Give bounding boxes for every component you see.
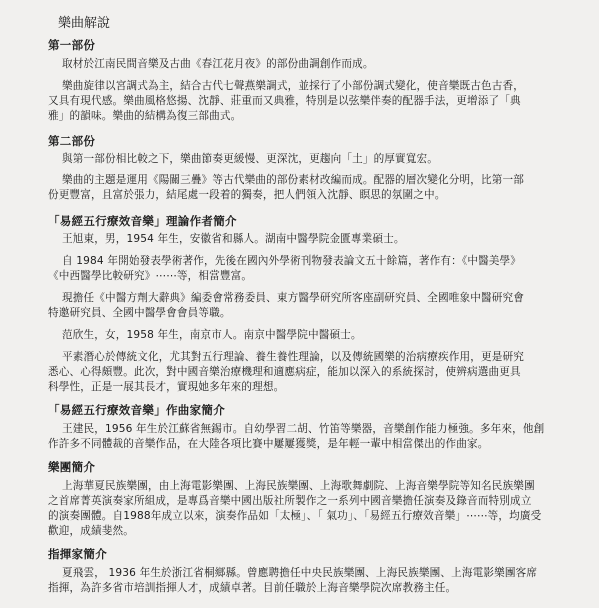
page-title: 樂曲解說 bbox=[58, 16, 111, 31]
text-line: 特邀研究員、全國中醫學會會員等職。 bbox=[48, 307, 231, 319]
section-heading-theory-authors: 「易經五行療效音樂」理論作者簡介 bbox=[48, 214, 237, 228]
text-line: 取材於江南民間音樂及古曲《春江花月夜》的部份曲調創作而成。 bbox=[62, 58, 374, 70]
section-heading-conductor: 指揮家簡介 bbox=[48, 547, 107, 561]
text-line: 又具有現代感。樂曲風格悠揚、沈靜、莊重而又典雅，特別是以弦樂伴奏的配器手法，更增添了「典 bbox=[48, 95, 521, 107]
text-line: 現擔任《中醫方劑大辭典》編委會常務委員、東方醫學研究所客座副研究員、全國唯象中醫研究會 bbox=[62, 292, 524, 304]
text-line: 上海華夏民族樂團，由上海電影樂團、上海民族樂團、上海歌舞劇院、上海音樂學院等知名民族樂團 bbox=[62, 480, 535, 492]
paragraph bbox=[48, 152, 563, 167]
text-line: 歡迎，成績斐然。 bbox=[48, 525, 134, 537]
paragraph bbox=[48, 57, 563, 72]
text-line: 王旭東，男，1954 年生，安徽省和縣人。湖南中醫學院金匱專業碩士。 bbox=[62, 233, 405, 245]
paragraph bbox=[48, 350, 563, 395]
text-line: 的演奏團體。自1988年成立以來，演奏作品如「太極」、「 氣功」、「易經五行療效音樂」⋯⋯等，均廣受 bbox=[48, 510, 542, 522]
text-line: 平素潛心於傳統文化，尤其對五行理論、養生養性理論，以及傳統國樂的治病療疾作用，更是研究 bbox=[62, 351, 524, 363]
section-heading-part-2: 第二部份 bbox=[48, 134, 96, 148]
text-line: 之首席菁英演奏家所組成，是專爲音樂中國出版社所製作之一系列中國音樂擔任演奏及錄音而特別成立 bbox=[48, 495, 532, 507]
text-line: 樂曲的主題是運用《陽關三疊》等古代樂曲的部份素材改編而成。配器的層次變化分明，比第一部 bbox=[62, 174, 524, 186]
text-line: 悉心、心得頗豐。此次，對中國音樂治療機理和適應病症，能加以深入的系統探討，使辨病選曲更具 bbox=[48, 366, 521, 378]
text-line: 科學性，正是一展其長才，實現她多年來的理想。 bbox=[48, 381, 285, 393]
text-line: 份更豐富，且富於張力，結尾處一段着的獨奏，把人們領入沈靜、瞑思的氛圍之中。 bbox=[48, 189, 446, 201]
paragraph bbox=[48, 422, 563, 452]
paragraph bbox=[48, 479, 563, 539]
text-line: 自 1984 年開始發表學術著作，先後在國內外學術刊物發表論文五十餘篇，著作有：《中醫美學》 bbox=[62, 255, 522, 267]
paragraph bbox=[48, 232, 563, 247]
text-line: 樂曲旋律以宮調式為主，結合古代七聲燕樂調式，並採行了小部份調式變化，使音樂既古色古香， bbox=[62, 80, 524, 92]
paragraph bbox=[48, 566, 563, 596]
text-line: 夏飛雲， 1936 年生於浙江省桐鄉縣。曾應聘擔任中央民族樂團、上海民族樂團、上海電影樂團客席 bbox=[62, 567, 538, 579]
text-line: 范欣生，女，1958 年生，南京市人。南京中醫學院中醫碩士。 bbox=[62, 329, 362, 341]
paragraph bbox=[48, 79, 563, 124]
paragraph bbox=[48, 173, 563, 203]
section-heading-composer: 「易經五行療效音樂」作曲家簡介 bbox=[48, 403, 225, 417]
text-line: 與第一部份相比較之下，樂曲節奏更緩慢、更深沈，更趨向「土」的厚實寬宏。 bbox=[62, 153, 439, 165]
paragraph bbox=[48, 328, 563, 343]
text-line: 《中西醫學比較研究》⋯⋯等，相當豐富。 bbox=[48, 270, 253, 282]
paragraph bbox=[48, 291, 563, 321]
section-heading-part-1: 第一部份 bbox=[48, 38, 96, 52]
text-line: 王建民，1956 年生於江蘇省無錫市。自幼學習二胡、竹笛等樂器，音樂創作能力極強。多年來，他創 bbox=[62, 423, 545, 435]
text-line: 作許多不同體裁的音樂作品，在大陸各項比賽中屢屢獲獎，是年輕一輩中相當傑出的作曲家。 bbox=[48, 438, 489, 450]
text-line: 雅」的韻味。樂曲的結構為復三部曲式。 bbox=[48, 110, 242, 122]
text-line: 指揮，為許多省市培訓指揮人才，成績卓著。目前任職於上海音樂學院次席教務主任。 bbox=[48, 582, 457, 594]
section-heading-orchestra: 樂團簡介 bbox=[48, 460, 96, 474]
paragraph bbox=[48, 254, 563, 284]
